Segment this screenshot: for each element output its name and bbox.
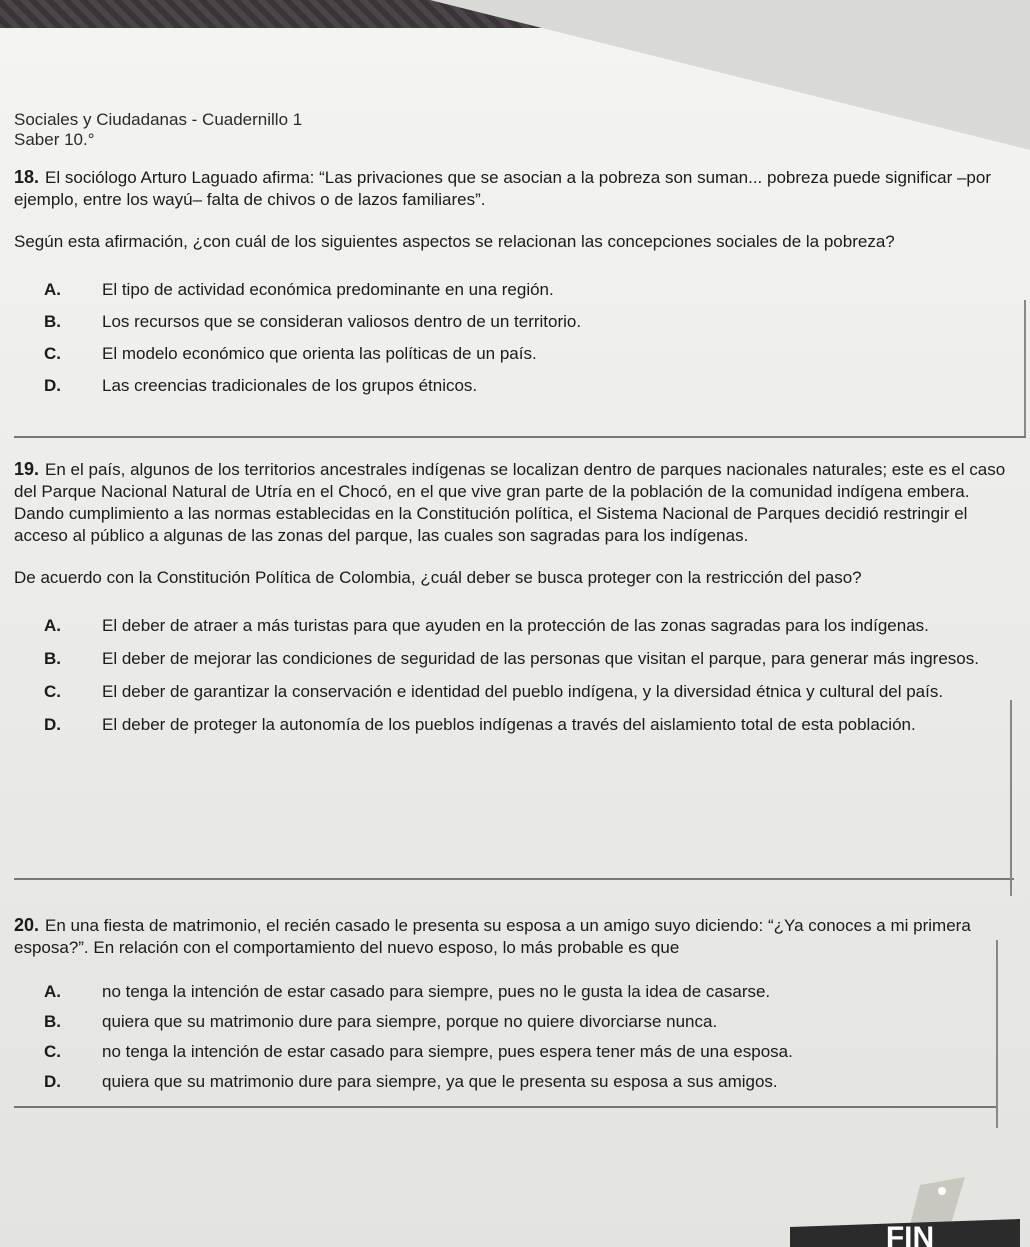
logo-dot-icon xyxy=(938,1187,946,1195)
option-letter: B. xyxy=(44,649,61,668)
option-text: Los recursos que se consideran valiosos dentro de un territorio. xyxy=(102,312,582,331)
option-letter: D. xyxy=(44,1072,61,1091)
option-b[interactable] xyxy=(44,648,1014,669)
divider-vertical xyxy=(996,940,998,1128)
option-letter: D. xyxy=(44,715,61,734)
question-20 xyxy=(14,914,1014,1101)
option-letter: A. xyxy=(44,982,61,1001)
option-letter: C. xyxy=(44,682,61,701)
option-c[interactable] xyxy=(44,681,1014,702)
option-text: El deber de mejorar las condiciones de seguridad de las personas que visitan el parque, para generar más ingresos. xyxy=(102,649,979,668)
option-c[interactable] xyxy=(44,343,1014,364)
option-text: no tenga la intención de estar casado para siempre, pues espera tener más de una esposa. xyxy=(102,1042,793,1061)
option-text: El deber de atraer a más turistas para que ayuden en la protección de las zonas sagradas para los indígenas. xyxy=(102,616,929,635)
option-a[interactable] xyxy=(44,981,1014,1002)
option-a[interactable] xyxy=(44,279,1014,300)
divider xyxy=(14,1106,998,1108)
option-text: El tipo de actividad económica predominante en una región. xyxy=(102,280,554,299)
divider-vertical xyxy=(1024,300,1026,436)
option-letter: A. xyxy=(44,616,61,635)
option-letter: C. xyxy=(44,344,61,363)
option-c[interactable] xyxy=(44,1041,1014,1062)
question-number: 19. xyxy=(14,459,40,479)
option-list xyxy=(44,279,1014,396)
question-text: El sociólogo Arturo Laguado afirma: “Las privaciones que se asocian a la pobreza son suman... pobreza puede significar –por ejemplo, entre los wayú– falta de chivos o de lazos familiares”. xyxy=(14,168,991,209)
option-letter: C. xyxy=(44,1042,61,1061)
question-stem xyxy=(14,458,1014,547)
page-header xyxy=(14,110,302,150)
question-text: En una fiesta de matrimonio, el recién casado le presenta su esposa a un amigo suyo diciendo: “¿Ya conoces a mi primera esposa?”. En relación con el comportamiento del nuevo esposo, lo más probable es que xyxy=(14,916,971,957)
option-d[interactable] xyxy=(44,714,1014,735)
option-letter: B. xyxy=(44,312,61,331)
option-a[interactable] xyxy=(44,615,1014,636)
option-letter: D. xyxy=(44,376,61,395)
grade-label: Saber 10.° xyxy=(14,130,95,149)
fin-label: FIN xyxy=(885,1221,935,1247)
option-text: El deber de garantizar la conservación e identidad del pueblo indígena, y la diversidad étnica y cultural del país. xyxy=(102,682,944,701)
question-stem xyxy=(14,914,1014,959)
option-b[interactable] xyxy=(44,311,1014,332)
fin-logo xyxy=(790,1177,1020,1247)
question-number: 20. xyxy=(14,915,40,935)
option-d[interactable] xyxy=(44,1071,1014,1092)
option-d[interactable] xyxy=(44,375,1014,396)
option-letter: A. xyxy=(44,280,61,299)
option-text: no tenga la intención de estar casado para siempre, pues no le gusta la idea de casarse. xyxy=(102,982,771,1001)
option-text: Las creencias tradicionales de los grupos étnicos. xyxy=(102,376,478,395)
subject-title: Sociales y Ciudadanas - Cuadernillo 1 xyxy=(14,110,303,129)
option-b[interactable] xyxy=(44,1011,1014,1032)
logo-shard-icon xyxy=(910,1177,965,1227)
question-prompt: De acuerdo con la Constitución Política de Colombia, ¿cuál deber se busca proteger con la restricción del paso? xyxy=(14,568,862,587)
question-19 xyxy=(14,458,1014,747)
option-letter: B. xyxy=(44,1012,61,1031)
option-list xyxy=(44,981,1014,1092)
option-text: quiera que su matrimonio dure para siempre, porque no quiere divorciarse nunca. xyxy=(102,1012,718,1031)
question-prompt: Según esta afirmación, ¿con cuál de los siguientes aspectos se relacionan las concepciones sociales de la pobreza? xyxy=(14,232,895,251)
question-18 xyxy=(14,166,1014,407)
divider xyxy=(14,878,1014,880)
option-text: El deber de proteger la autonomía de los pueblos indígenas a través del aislamiento total de esta población. xyxy=(102,715,916,734)
divider xyxy=(14,436,1026,438)
divider-vertical xyxy=(1010,700,1012,896)
option-text: El modelo económico que orienta las políticas de un país. xyxy=(102,344,537,363)
option-text: quiera que su matrimonio dure para siempre, ya que le presenta su esposa a sus amigos. xyxy=(102,1072,778,1091)
question-text: En el país, algunos de los territorios ancestrales indígenas se localizan dentro de parques nacionales naturales; este es el caso del Parque Nacional Natural de Utría en el Chocó, en el que vive gran parte de la población de la comunidad indígena embera. Dando cumplimiento a las normas establecidas en la Constitución política, el Sistema Nacional de Parques decidió restringir el acceso al público a algunas de las zonas del parque, las cuales son sagradas para los indígenas. xyxy=(14,460,1006,545)
question-number: 18. xyxy=(14,167,40,187)
question-stem xyxy=(14,166,1014,211)
page-curl xyxy=(430,0,1030,150)
option-list xyxy=(44,615,1014,735)
